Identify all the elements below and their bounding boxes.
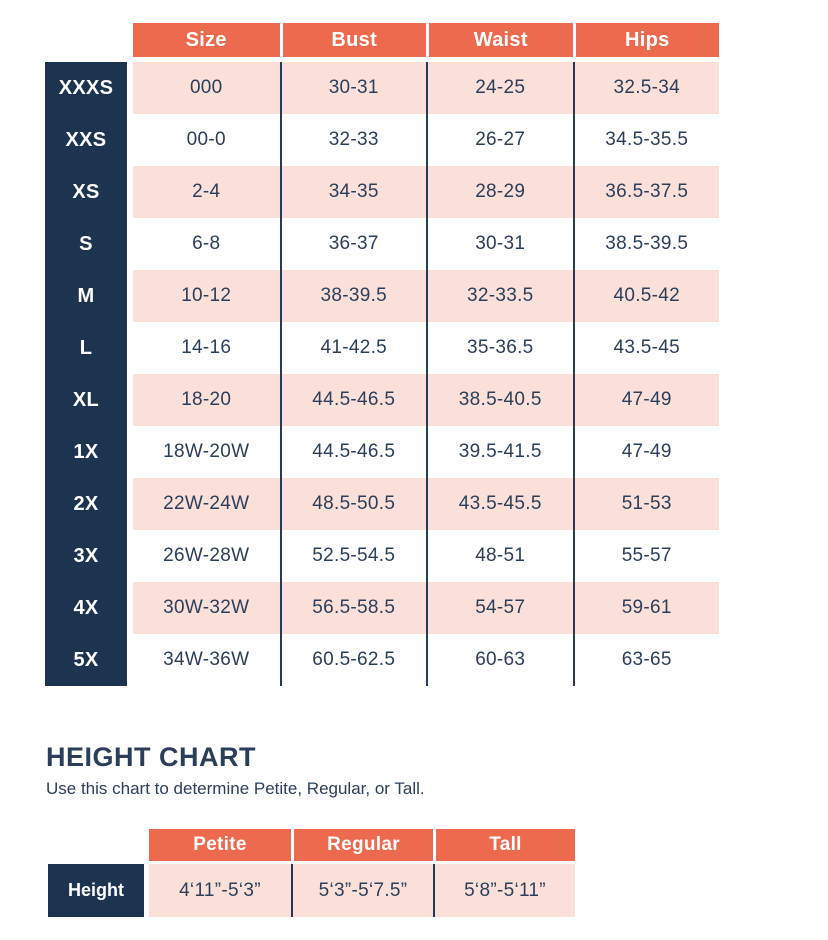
column-header-regular: Regular: [291, 829, 433, 861]
table-cell: 10-12: [181, 285, 232, 306]
column-header-waist: Waist: [426, 23, 573, 57]
row-cells: [133, 634, 719, 686]
table-cell: 44.5-46.5: [280, 374, 427, 426]
table-cell: 38.5-39.5: [573, 218, 720, 270]
row-label: XS: [45, 166, 127, 218]
table-cell: 4‘11”-5‘3”: [179, 879, 261, 901]
row-cells: [133, 62, 719, 114]
row-label: XL: [45, 374, 127, 426]
table-row: [45, 114, 719, 166]
height-chart-title: HEIGHT CHART: [46, 742, 256, 772]
table-cell: 38-39.5: [280, 270, 427, 322]
table-cell: 63-65: [573, 634, 720, 686]
row-label: 1X: [45, 426, 127, 478]
column-header-bust: Bust: [280, 23, 427, 57]
table-cell: 43.5-45.5: [426, 478, 573, 530]
table-cell: 30-31: [280, 62, 427, 114]
height-chart-table: [48, 829, 575, 917]
table-cell: 000: [189, 77, 223, 98]
table-cell: 32-33: [280, 114, 427, 166]
row-cells: [133, 114, 719, 166]
table-row: [45, 218, 719, 270]
table-cell: 60.5-62.5: [280, 634, 427, 686]
table-cell: 55-57: [573, 530, 720, 582]
table-cell: 26-27: [426, 114, 573, 166]
row-label: XXS: [45, 114, 127, 166]
table-row: [45, 62, 719, 114]
row-label: 4X: [45, 582, 127, 634]
table-cell: 28-29: [426, 166, 573, 218]
table-cell: 41-42.5: [280, 322, 427, 374]
table-cell: 6-8: [192, 233, 221, 254]
row-label: M: [45, 270, 127, 322]
table-cell: 60-63: [426, 634, 573, 686]
column-header-hips: Hips: [573, 23, 720, 57]
row-cells: [133, 530, 719, 582]
table-cell: 36-37: [280, 218, 427, 270]
row-label: L: [45, 322, 127, 374]
table-cell: 30W-32W: [163, 597, 250, 618]
height-chart-header-row: [149, 829, 575, 861]
table-cell: 34.5-35.5: [573, 114, 720, 166]
table-cell: 00-0: [186, 129, 226, 150]
row-cells: [133, 270, 719, 322]
table-cell: 26W-28W: [163, 545, 250, 566]
table-cell: 51-53: [573, 478, 720, 530]
table-cell: 22W-24W: [163, 493, 250, 514]
table-row: [45, 530, 719, 582]
row-cells: [133, 218, 719, 270]
column-header-size: Size: [133, 23, 280, 57]
table-cell: 34-35: [280, 166, 427, 218]
table-cell: 5‘8”-5‘11”: [433, 864, 575, 917]
table-cell: 40.5-42: [573, 270, 720, 322]
row-cells: [133, 478, 719, 530]
table-cell: 47-49: [573, 374, 720, 426]
row-cells: [133, 374, 719, 426]
size-chart-header-row: [133, 23, 719, 57]
row-label: XXXS: [45, 62, 127, 114]
table-cell: 32-33.5: [426, 270, 573, 322]
table-cell: 5‘3”-5‘7.5”: [291, 864, 433, 917]
table-cell: 59-61: [573, 582, 720, 634]
size-chart-body: [45, 62, 719, 686]
size-chart-table: [45, 23, 719, 686]
table-row: [45, 426, 719, 478]
table-cell: 54-57: [426, 582, 573, 634]
table-cell: 34W-36W: [163, 649, 250, 670]
height-chart-subtitle: Use this chart to determine Petite, Regular, or Tall.: [46, 779, 425, 798]
table-row: [45, 166, 719, 218]
row-cells: [133, 322, 719, 374]
table-row: [45, 322, 719, 374]
table-cell: 14-16: [181, 337, 232, 358]
height-chart-cells: [149, 864, 575, 917]
row-label: S: [45, 218, 127, 270]
height-chart-row: [48, 864, 575, 917]
table-cell: 32.5-34: [573, 62, 720, 114]
table-cell: 39.5-41.5: [426, 426, 573, 478]
table-cell: 56.5-58.5: [280, 582, 427, 634]
table-cell: 2-4: [192, 181, 221, 202]
table-cell: 18W-20W: [163, 441, 250, 462]
table-cell: 24-25: [426, 62, 573, 114]
row-cells: [133, 426, 719, 478]
row-label: 2X: [45, 478, 127, 530]
table-cell: 38.5-40.5: [426, 374, 573, 426]
row-label: 5X: [45, 634, 127, 686]
table-row: [45, 582, 719, 634]
table-row: [45, 634, 719, 686]
row-cells: [133, 582, 719, 634]
table-cell: 47-49: [573, 426, 720, 478]
table-cell: 18-20: [181, 389, 232, 410]
table-cell: 36.5-37.5: [573, 166, 720, 218]
table-cell: 43.5-45: [573, 322, 720, 374]
table-cell: 48.5-50.5: [280, 478, 427, 530]
table-cell: 44.5-46.5: [280, 426, 427, 478]
table-cell: 52.5-54.5: [280, 530, 427, 582]
row-cells: [133, 166, 719, 218]
table-row: [45, 374, 719, 426]
column-header-tall: Tall: [433, 829, 575, 861]
table-row: [45, 270, 719, 322]
table-cell: 48-51: [426, 530, 573, 582]
row-label: 3X: [45, 530, 127, 582]
table-cell: 35-36.5: [426, 322, 573, 374]
table-row: [45, 478, 719, 530]
column-header-petite: Petite: [149, 829, 291, 861]
table-cell: 30-31: [426, 218, 573, 270]
height-row-label: Height: [48, 864, 144, 917]
